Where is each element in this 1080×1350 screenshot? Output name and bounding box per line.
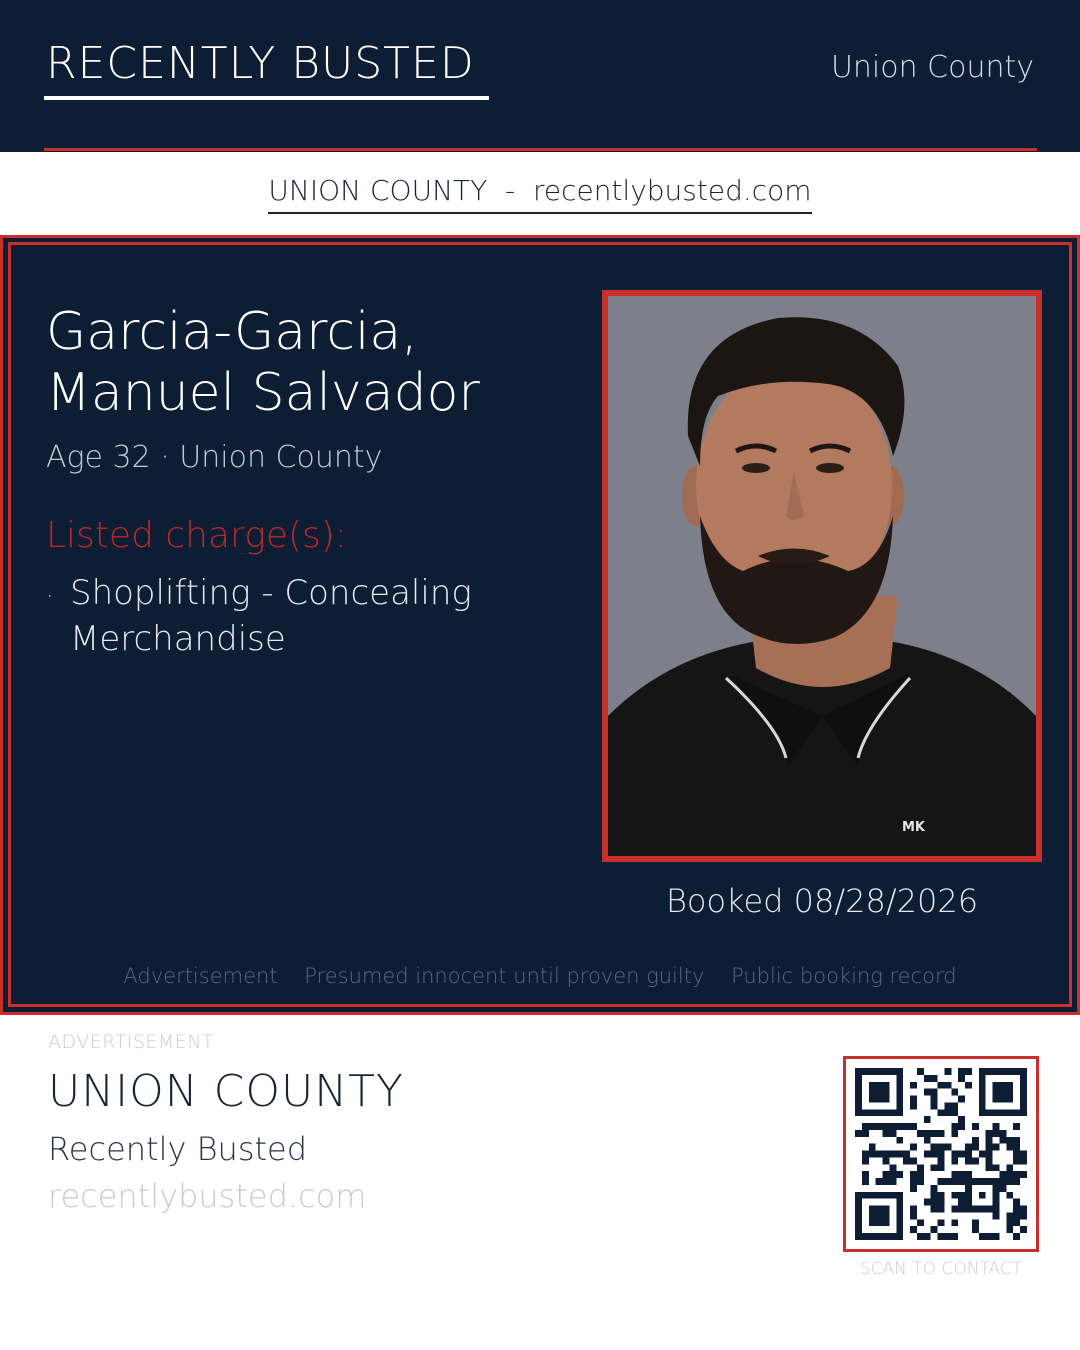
person-name <box>46 302 480 424</box>
person-name-line1: Garcia-Garcia, <box>46 302 418 362</box>
header-bar <box>0 0 1080 152</box>
scan-label: SCAN TO CONTACT <box>859 1259 1023 1279</box>
ad-county: UNION COUNTY <box>48 1066 404 1117</box>
subhead <box>0 174 1080 214</box>
booked-date: Booked 08/28/2026 <box>665 882 979 920</box>
qr-code-icon <box>855 1068 1027 1240</box>
header-divider <box>44 148 1037 151</box>
shirt-logo-text: MK <box>902 820 926 835</box>
disclaimer-advertisement: Advertisement <box>123 964 278 988</box>
brand-underline <box>44 96 489 100</box>
ad-brand-name: Recently Busted <box>48 1130 308 1168</box>
charges-heading: Listed charge(s): <box>46 515 347 556</box>
mugshot-illustration <box>608 296 1036 856</box>
person-meta: Age 32 · Union County <box>46 440 383 475</box>
disclaimer-bar <box>0 964 1080 989</box>
disclaimer-presumed-innocent: Presumed innocent until proven guilty <box>304 964 705 988</box>
brand-title[interactable]: RECENTLY BUSTED <box>46 38 475 89</box>
ad-label: ADVERTISEMENT <box>48 1031 215 1053</box>
ad-url-link[interactable]: recentlybusted.com <box>48 1177 367 1215</box>
header-county: Union County <box>830 50 1034 85</box>
person-name-line2: Manuel Salvador <box>46 363 480 423</box>
subhead-link[interactable]: UNION COUNTY - recentlybusted.com <box>268 174 811 214</box>
charge-text: Shoplifting - Concealing Merchandise <box>70 573 472 659</box>
qr-code[interactable] <box>843 1056 1039 1252</box>
disclaimer-public-record: Public booking record <box>731 964 957 988</box>
mugshot-photo <box>602 290 1042 862</box>
bullet-icon: · <box>46 582 54 610</box>
charge-list-item <box>46 570 566 662</box>
